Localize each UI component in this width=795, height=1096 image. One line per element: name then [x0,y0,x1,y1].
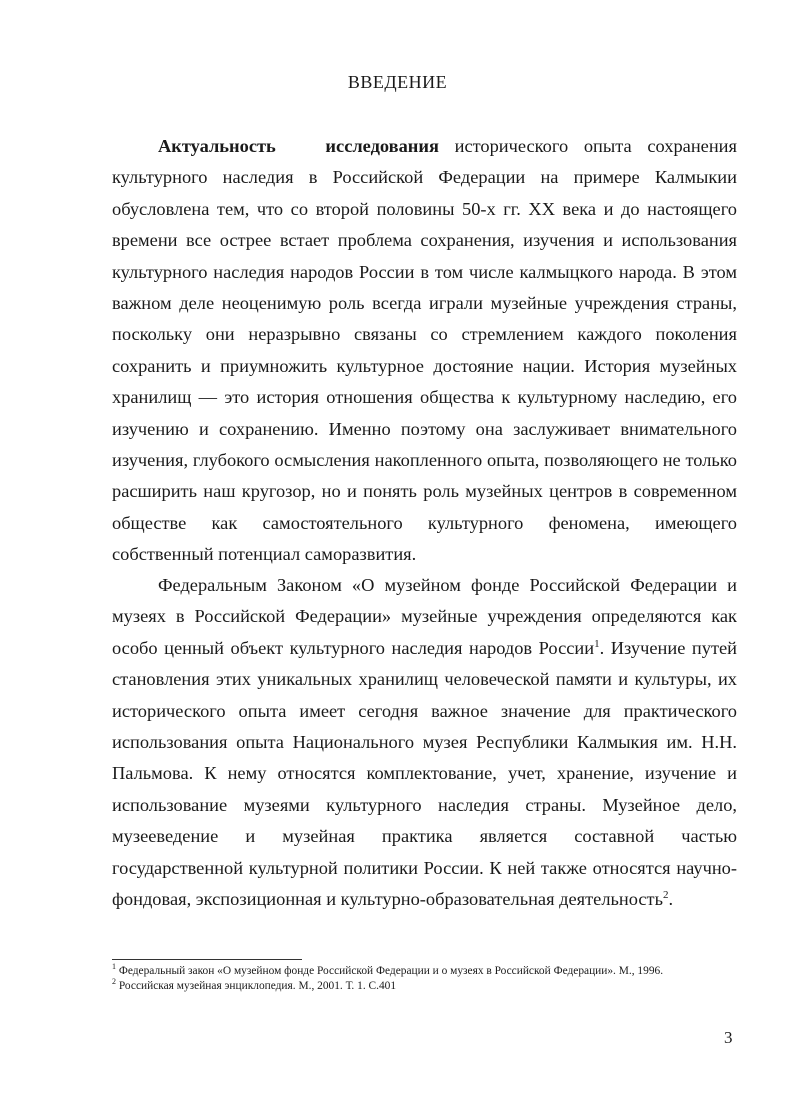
page-title: ВВЕДЕНИЕ [347,72,448,92]
footnote-text: Российская музейная энциклопедия. М., 2001. Т. 1. С.401 [118,980,397,992]
paragraph-text: исторического опыта сохранения культурного наследия в Российской Федерации на примере Калмыкии обусловлена тем, что со второй половины 50-х гг. XX века и до настоящего времени все острее встает проблема сохранения, изучения и использования культурного наследия народов России в том числе калмыцкого народа. В этом важном деле неоценимую роль всегда играли музейные учреждения страны, поскольку они неразрывно связаны со стремлением каждого поколения сохранить и приумножить культурное достояние нации. История музейных хранилищ — это история отношения общества к культурному наследию, его изучению и сохранению. Именно поэтому она заслуживает внимательного изучения, глубокого осмысления накопленного опыта, позволяющего не только расширить наш кругозор, но и понять роль музейных центров в современном обществе как самостоятельного культурного феномена, имеющего собственный потенциал саморазвития. [112,136,737,565]
footnote-divider [112,959,302,960]
footnotes [112,964,737,994]
paragraph-text-part2: . Изучение путей становления этих уникальных хранилищ человеческой памяти и культуры, их исторического опыта имеет сегодня важное значение для практического использования опыта Национального музея Республики Калмыкия им. Н.Н. Пальмова. К нему относятся комплектование, учет, хранение, изучение и использование музеями культурного наследия страны. Музейное дело, музееведение и музейная практика является составной частью государственной культурной политики России. К ней также относятся научно-фондовая, экспозиционная и культурно-образовательная деятельность [112,637,737,910]
paragraph-federal-law [112,570,737,915]
footnote-2 [112,979,737,994]
footnote-text: Федеральный закон «О музейном фонде Российской Федерации и о музеях в Российской Федерации». М., 1996. [118,965,664,977]
page-number: 3 [724,1028,733,1047]
paragraph-end: . [668,889,674,910]
footnote-1 [112,964,737,979]
paragraph-text-part1: Федеральным Законом «О музейном фонде Российской Федерации и музеях в Российской Федерации» музейные учреждения определяются как особо ценный объект культурного наследия народов России [112,575,737,658]
footnote-ref-2[interactable]: 2 [662,888,669,901]
footnote-mark: 1 [112,962,116,972]
footnote-mark: 2 [112,977,116,987]
lead-bold-phrase: Актуальность исследования [158,136,439,156]
footnote-ref-1[interactable]: 1 [594,637,600,650]
paragraph-relevance [112,131,737,571]
